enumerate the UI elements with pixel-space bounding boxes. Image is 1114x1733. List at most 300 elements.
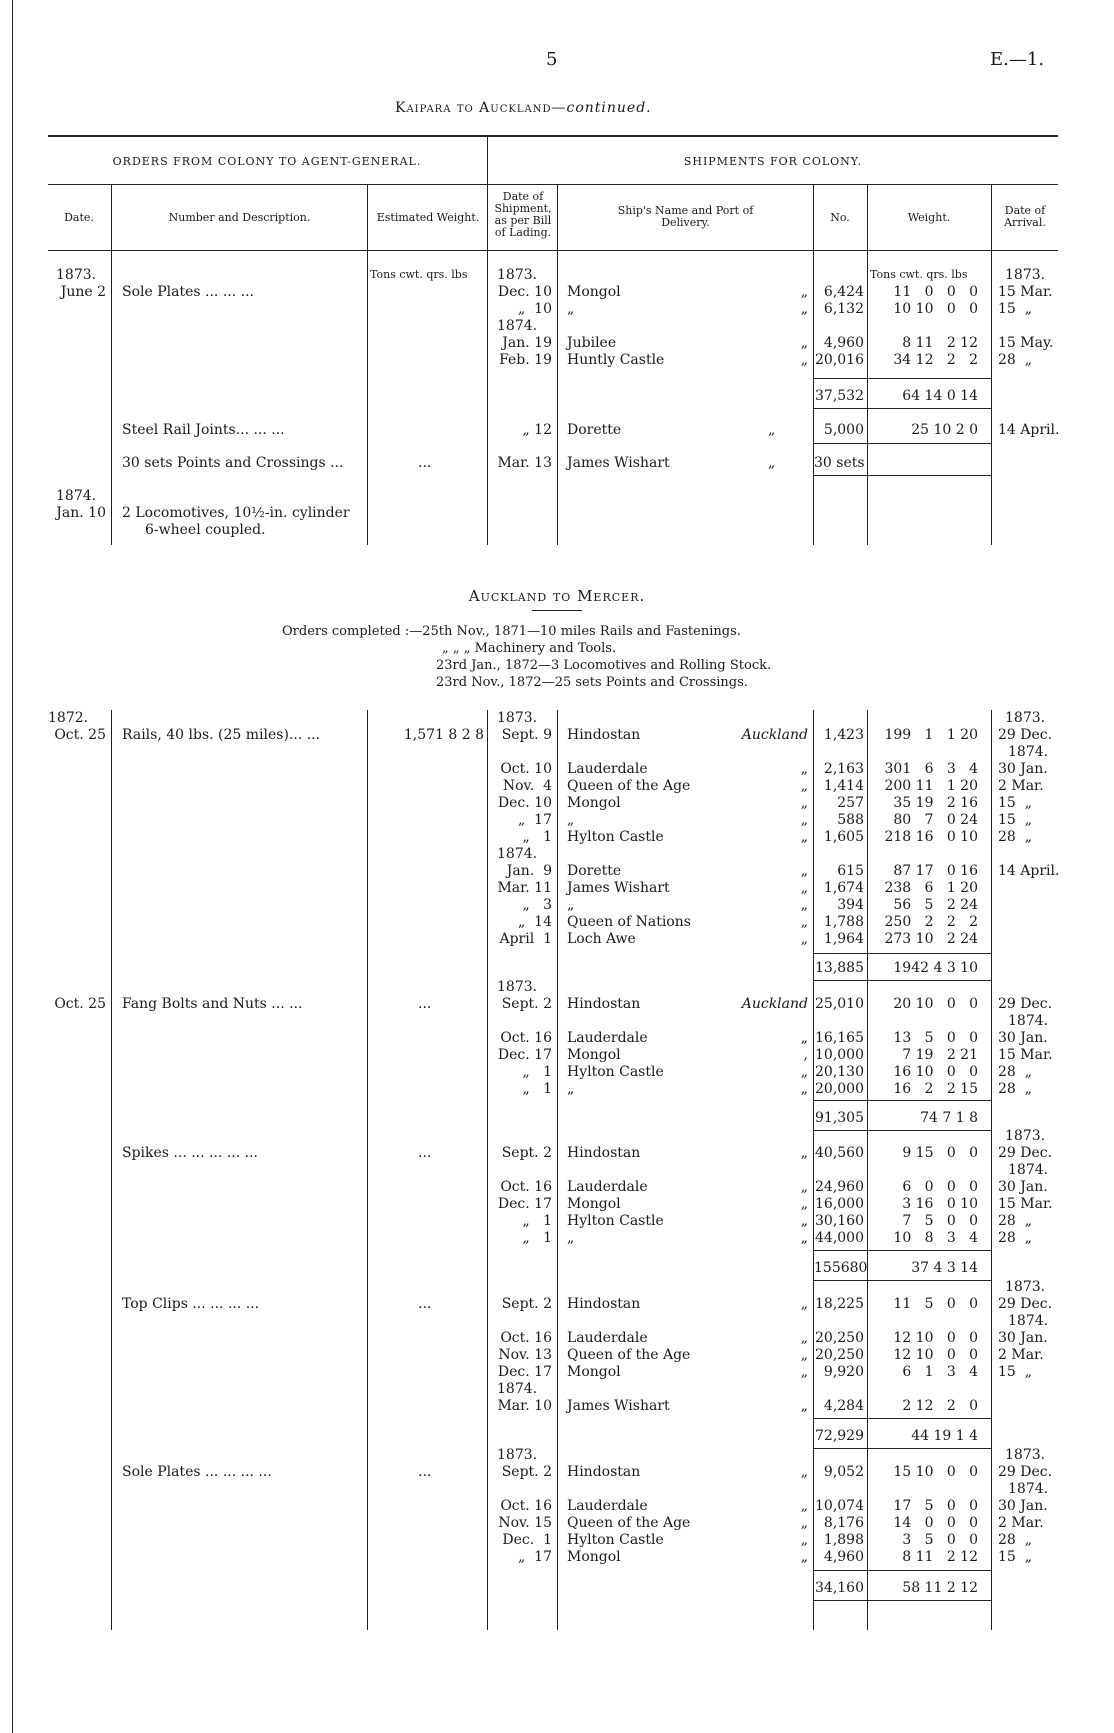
clips-cell-date: Oct. 16 [500, 1330, 552, 1346]
rails-cell-arr: 1874. [1008, 744, 1049, 760]
rails-cell-port: „ [800, 863, 808, 879]
fang-cell-no: 10,000 [815, 1047, 864, 1063]
kaipara-cell-ship: Jubilee [567, 335, 617, 351]
mercer-completed-3: 23rd Jan., 1872—3 Locomotives and Rolling Stock. [436, 658, 772, 673]
kaipara-row [0, 301, 1114, 318]
clips-row [0, 1313, 1114, 1330]
rails-cell-port: „ [800, 795, 808, 811]
col-shipdate-header [489, 191, 557, 239]
sole-cell-port: „ [800, 1549, 808, 1565]
kaipara-order2-ship: Dorette [567, 422, 622, 438]
rails-cell-port: „ [800, 880, 808, 896]
clips-cell-w: 2 12 2 0 [902, 1398, 978, 1414]
kaipara-cell-port: „ [800, 301, 808, 317]
kaipara-ship-year: 1873. [497, 267, 538, 283]
rails-row [0, 863, 1114, 880]
fang-total-rule [813, 1130, 991, 1131]
sole-row [0, 1549, 1114, 1566]
rails-cell-port: „ [800, 812, 808, 828]
kaipara-cell-no: 4,960 [823, 335, 864, 351]
rails-desc: Rails, 40 lbs. (25 miles)... ... [122, 727, 321, 743]
mercer-completed-1: Orders completed :—25th Nov., 1871—10 miles Rails and Fastenings. [282, 624, 741, 639]
kaipara-units-weight: Tons cwt. qrs. lbs [870, 268, 968, 281]
col-ship-header [558, 205, 813, 229]
rails-cell-date: „ 14 [518, 914, 552, 930]
fang-cell-w: 7 19 2 21 [902, 1047, 978, 1063]
clips-cell-ship: Hindostan [567, 1296, 641, 1312]
rails-cell-no: 1,605 [823, 829, 864, 845]
kaipara-cell-w: 10 10 0 0 [893, 301, 978, 317]
rails-cell-ship: Loch Awe [567, 931, 636, 947]
spikes-cell-ship: Lauderdale [567, 1179, 648, 1195]
clips-cell-port: „ [800, 1398, 808, 1414]
rails-cell-arr: 2 Mar. [998, 778, 1044, 794]
rails-cell-port: „ [800, 829, 808, 845]
clips-cell-w: 11 5 0 0 [893, 1296, 978, 1312]
clips-cell-no: 4,284 [823, 1398, 864, 1414]
spikes-total-rule [813, 1280, 991, 1281]
kaipara-total1-w: 64 14 0 14 [902, 388, 978, 404]
rails-cell-no: 1,674 [823, 880, 864, 896]
page-ref: E.—1. [990, 49, 1045, 70]
kaipara-order3-ship: James Wishart [567, 455, 670, 471]
rails-cell-port: „ [800, 931, 808, 947]
spikes-cell-date: „ 1 [522, 1213, 552, 1229]
fang-cell-port: „ [800, 1030, 808, 1046]
kaipara-order2-port: „ [768, 422, 776, 438]
sole-cell-arr: 2 Mar. [998, 1515, 1044, 1531]
kaipara-cell-w: 8 11 2 12 [902, 335, 978, 351]
clips-cell-ship: Queen of the Age [567, 1347, 691, 1363]
kaipara-cell-ship: „ [567, 301, 575, 317]
spikes-cell-w: 7 5 0 0 [902, 1213, 978, 1229]
header-bottom-rule [48, 250, 1058, 251]
sole-cell-ship: Lauderdale [567, 1498, 648, 1514]
spikes-cell-ship: „ [567, 1230, 575, 1246]
col-shipdate-l1: Date of [502, 190, 544, 203]
kaipara-subtotal-rule [813, 378, 991, 379]
fang-cell-w: 16 10 0 0 [893, 1064, 978, 1080]
col-ship-l1: Ship's Name and Port of [617, 204, 754, 217]
rails-cell-w: 80 7 0 24 [893, 812, 978, 828]
spikes-cell-no: 16,000 [815, 1196, 864, 1212]
rails-cell-date: Dec. 10 [497, 795, 552, 811]
kaipara-cell-port: „ [800, 352, 808, 368]
clips-cell-arr: 29 Dec. [998, 1296, 1053, 1312]
rails-cell-ship: „ [567, 812, 575, 828]
fang-cell-ship: Hindostan [567, 996, 641, 1012]
sole-arr-year: 1873. [1005, 1447, 1046, 1463]
col-arrival-l1: Date of [1004, 204, 1046, 217]
fang-cell-no: 16,165 [815, 1030, 864, 1046]
rails-cell-no: 1,788 [823, 914, 864, 930]
spikes-row [0, 1179, 1114, 1196]
sole-cell-arr: 30 Jan. [998, 1498, 1048, 1514]
rails-cell-w: 87 17 0 16 [893, 863, 978, 879]
spikes-desc: Spikes ... ... ... ... ... [122, 1145, 258, 1161]
sole-cell-port: „ [800, 1532, 808, 1548]
fang-ship-year: 1873. [497, 979, 538, 995]
spikes-cell-date: Oct. 16 [500, 1179, 552, 1195]
fang-cell-w: 13 5 0 0 [893, 1030, 978, 1046]
rails-cell-w: 273 10 2 24 [884, 931, 978, 947]
kaipara-order3-est: ... [418, 455, 432, 471]
spikes-subtotal-rule [813, 1250, 991, 1251]
spikes-total-no: 155680 [814, 1260, 868, 1276]
clips-cell-arr: 30 Jan. [998, 1330, 1048, 1346]
kaipara-order3-no: 30 sets [814, 455, 865, 471]
kaipara-total-rule [813, 408, 991, 409]
sole-cell-no: 4,960 [823, 1549, 864, 1565]
spikes-cell-ship: Mongol [567, 1196, 621, 1212]
kaipara-order3-desc: 30 sets Points and Crossings ... [122, 455, 344, 471]
rails-row [0, 812, 1114, 829]
fang-cell-port: „ [800, 1064, 808, 1080]
kaipara-cell-ship: Mongol [567, 284, 621, 300]
rails-row [0, 829, 1114, 846]
fang-row [0, 1047, 1114, 1064]
spikes-cell-port: „ [800, 1145, 808, 1161]
sole-cell-no: 9,052 [823, 1464, 864, 1480]
sole-row [0, 1498, 1114, 1515]
sole-cell-no: 10,074 [815, 1498, 864, 1514]
section-title-main: Kaipara to Auckland [395, 100, 552, 116]
fang-cell-date: „ 1 [522, 1064, 552, 1080]
col-no-header: No. [830, 211, 850, 224]
fang-cell-arr: 1874. [1008, 1013, 1049, 1029]
col-shipdate-l2: Shipment, [494, 202, 552, 215]
rails-cell-no: 1,414 [823, 778, 864, 794]
fang-cell-ship: „ [567, 1081, 575, 1097]
rails-cell-no: 1,423 [823, 727, 864, 743]
rails-cell-date: 1874. [497, 846, 538, 862]
sole-cell-date: Dec. 1 [502, 1532, 552, 1548]
clips-cell-ship: Lauderdale [567, 1330, 648, 1346]
rails-cell-no: 2,163 [823, 761, 864, 777]
sole-cell-date: „ 17 [518, 1549, 552, 1565]
spikes-total-w: 37 4 3 14 [911, 1260, 978, 1276]
clips-cell-arr: 15 „ [998, 1364, 1032, 1380]
fang-cell-ship: Mongol [567, 1047, 621, 1063]
rails-cell-w: 56 5 2 24 [893, 897, 978, 913]
sole-desc: Sole Plates ... ... ... ... [122, 1464, 272, 1480]
fang-cell-port: Auckland [741, 996, 808, 1012]
spikes-cell-w: 3 16 0 10 [902, 1196, 978, 1212]
kaipara-order4-year: 1874. [56, 488, 97, 504]
kaipara-order2-no: 5,000 [823, 422, 864, 438]
rails-cell-no: 394 [837, 897, 864, 913]
mercer-order-year: 1872. [48, 710, 89, 726]
spikes-row [0, 1145, 1114, 1162]
kaipara-order2-arr: 14 April. [998, 422, 1060, 438]
rails-cell-ship: „ [567, 897, 575, 913]
sole-cell-no: 1,898 [823, 1532, 864, 1548]
col-shipdate-l3: as per Bill [494, 214, 552, 227]
rails-cell-date: Jan. 9 [506, 863, 552, 879]
sole-cell-no: 8,176 [823, 1515, 864, 1531]
kaipara-row-rule [813, 443, 991, 444]
spikes-est: ... [418, 1145, 432, 1161]
col-ship-l2: Delivery. [661, 216, 710, 229]
fang-cell-arr: 28 „ [998, 1064, 1032, 1080]
sole-total-no: 34,160 [815, 1580, 864, 1596]
spikes-cell-no: 30,160 [815, 1213, 864, 1229]
kaipara-order4-desc2: 6-wheel coupled. [145, 522, 266, 538]
sole-cell-w: 14 0 0 0 [893, 1515, 978, 1531]
section-title-kaipara [395, 100, 652, 116]
rails-cell-port: „ [800, 778, 808, 794]
spikes-cell-port: „ [800, 1213, 808, 1229]
fang-cell-port: , [803, 1047, 808, 1063]
kaipara-row [0, 352, 1114, 369]
fang-cell-arr: 28 „ [998, 1081, 1032, 1097]
sole-cell-ship: Hylton Castle [567, 1532, 664, 1548]
rails-cell-date: Sept. 9 [501, 727, 552, 743]
col-desc-header: Number and Description. [168, 211, 311, 224]
clips-total-no: 72,929 [815, 1428, 864, 1444]
fang-cell-w: 16 2 2 15 [893, 1081, 978, 1097]
spikes-cell-port: „ [800, 1196, 808, 1212]
clips-cell-no: 20,250 [815, 1330, 864, 1346]
sole-cell-arr: 28 „ [998, 1532, 1032, 1548]
clips-cell-date: Mar. 10 [497, 1398, 552, 1414]
kaipara-row [0, 318, 1114, 335]
spikes-cell-w: 9 15 0 0 [902, 1145, 978, 1161]
header-mid-rule [48, 184, 1058, 185]
kaipara-row [0, 284, 1114, 301]
kaipara-order4-desc1: 2 Locomotives, 10½-in. cylinder [122, 505, 350, 521]
rails-cell-date: „ 1 [522, 829, 552, 845]
rails-total-rule [813, 980, 991, 981]
kaipara-cell-w: 34 12 2 2 [893, 352, 978, 368]
shipments-header: SHIPMENTS FOR COLONY. [683, 155, 863, 168]
fang-cell-port: „ [800, 1081, 808, 1097]
fang-cell-arr: 30 Jan. [998, 1030, 1048, 1046]
clips-cell-w: 6 1 3 4 [902, 1364, 978, 1380]
kaipara-cell-ship: Huntly Castle [567, 352, 665, 368]
kaipara-order1-desc: Sole Plates ... ... ... [122, 284, 254, 300]
rails-cell-ship: Mongol [567, 795, 621, 811]
col-arrival-header [992, 205, 1058, 229]
kaipara-order2-desc: Steel Rail Joints... ... ... [122, 422, 285, 438]
clips-row [0, 1347, 1114, 1364]
sole-cell-arr: 29 Dec. [998, 1464, 1053, 1480]
kaipara-order2-date: „ 12 [522, 422, 552, 438]
col-est-header: Estimated Weight. [376, 211, 480, 224]
col-shipdate-l4: of Lading. [494, 226, 552, 239]
kaipara-cell-port: „ [800, 284, 808, 300]
kaipara-cell-no: 6,132 [823, 301, 864, 317]
kaipara-cell-arr: 15 Mar. [998, 284, 1053, 300]
rails-cell-ship: Lauderdale [567, 761, 648, 777]
rails-est: 1,571 8 2 8 [403, 727, 484, 743]
rails-cell-no: 1,964 [823, 931, 864, 947]
clips-cell-date: Nov. 13 [498, 1347, 552, 1363]
kaipara-order2-w: 25 10 2 0 [911, 422, 978, 438]
kaipara-cell-arr: 15 „ [998, 301, 1032, 317]
rails-cell-arr: 15 „ [998, 812, 1032, 828]
clips-desc: Top Clips ... ... ... ... [122, 1296, 260, 1312]
kaipara-row-rule [813, 475, 991, 476]
fang-date: Oct. 25 [54, 996, 106, 1012]
sole-cell-arr: 1874. [1008, 1481, 1049, 1497]
kaipara-order3-port: „ [768, 455, 776, 471]
spikes-cell-arr: 15 Mar. [998, 1196, 1053, 1212]
mercer-order-date: Oct. 25 [54, 727, 106, 743]
sole-row [0, 1515, 1114, 1532]
table-top-rule [48, 135, 1058, 137]
sole-row [0, 1464, 1114, 1481]
kaipara-cell-arr: 28 „ [998, 352, 1032, 368]
fang-cell-date: Dec. 17 [497, 1047, 552, 1063]
rails-cell-ship: Hindostan [567, 727, 641, 743]
sole-subtotal-rule [813, 1570, 991, 1571]
kaipara-cell-arr: 15 May. [998, 335, 1054, 351]
clips-cell-w: 12 10 0 0 [893, 1347, 978, 1363]
kaipara-units: Tons cwt. qrs. lbs [370, 268, 468, 281]
sole-cell-date: Sept. 2 [501, 1464, 552, 1480]
spikes-row [0, 1196, 1114, 1213]
clips-cell-arr: 1874. [1008, 1313, 1049, 1329]
sole-total-w: 58 11 2 12 [902, 1580, 978, 1596]
clips-cell-port: „ [800, 1296, 808, 1312]
col-arrival-l2: Arrival. [1004, 216, 1046, 229]
clips-cell-no: 18,225 [815, 1296, 864, 1312]
spikes-cell-arr: 28 „ [998, 1213, 1032, 1229]
mercer-completed-2: „ „ „ Machinery and Tools. [442, 641, 617, 656]
spikes-cell-ship: Hindostan [567, 1145, 641, 1161]
fang-row [0, 996, 1114, 1013]
spikes-row [0, 1213, 1114, 1230]
sole-cell-port: „ [800, 1464, 808, 1480]
clips-row [0, 1364, 1114, 1381]
rails-cell-ship: Hylton Castle [567, 829, 664, 845]
spikes-cell-ship: Hylton Castle [567, 1213, 664, 1229]
rails-row [0, 778, 1114, 795]
sole-cell-date: Oct. 16 [500, 1498, 552, 1514]
kaipara-total1-no: 37,532 [815, 388, 864, 404]
clips-total-w: 44 19 1 4 [911, 1428, 978, 1444]
rails-cell-ship: Dorette [567, 863, 622, 879]
clips-cell-w: 12 10 0 0 [893, 1330, 978, 1346]
rails-total-no: 13,885 [815, 960, 864, 976]
rails-cell-w: 35 19 2 16 [893, 795, 978, 811]
clips-total-rule [813, 1448, 991, 1449]
clips-cell-ship: Mongol [567, 1364, 621, 1380]
clips-cell-no: 20,250 [815, 1347, 864, 1363]
rails-row [0, 914, 1114, 931]
kaipara-year: 1873. [56, 267, 97, 283]
rails-cell-no: 588 [837, 812, 864, 828]
section-title-cont: —continued. [551, 100, 652, 116]
fang-row [0, 1064, 1114, 1081]
spikes-cell-arr: 29 Dec. [998, 1145, 1053, 1161]
rails-row [0, 795, 1114, 812]
sole-total-rule [813, 1600, 991, 1601]
rails-cell-date: „ 17 [518, 812, 552, 828]
rails-cell-date: April 1 [499, 931, 552, 947]
clips-cell-port: „ [800, 1330, 808, 1346]
fang-row [0, 1030, 1114, 1047]
sole-cell-arr: 15 „ [998, 1549, 1032, 1565]
sole-est: ... [418, 1464, 432, 1480]
kaipara-cell-date: Dec. 10 [497, 284, 552, 300]
spikes-cell-no: 44,000 [815, 1230, 864, 1246]
rails-row [0, 744, 1114, 761]
clips-cell-arr: 2 Mar. [998, 1347, 1044, 1363]
rails-row [0, 727, 1114, 744]
kaipara-cell-port: „ [800, 335, 808, 351]
rails-cell-no: 257 [837, 795, 864, 811]
clips-row [0, 1330, 1114, 1347]
rails-cell-port: Auckland [741, 727, 808, 743]
clips-subtotal-rule [813, 1418, 991, 1419]
sole-cell-ship: Mongol [567, 1549, 621, 1565]
clips-arr-year: 1873. [1005, 1279, 1046, 1295]
rails-cell-port: „ [800, 761, 808, 777]
sole-ship-year: 1873. [497, 1447, 538, 1463]
rails-cell-ship: Queen of Nations [567, 914, 691, 930]
clips-cell-date: 1874. [497, 1381, 538, 1397]
spikes-cell-port: „ [800, 1179, 808, 1195]
rails-cell-port: „ [800, 914, 808, 930]
spikes-cell-date: Sept. 2 [501, 1145, 552, 1161]
rails-row [0, 897, 1114, 914]
kaipara-order4-date: Jan. 10 [56, 505, 106, 521]
rails-cell-w: 250 2 2 2 [884, 914, 978, 930]
kaipara-cell-no: 6,424 [823, 284, 864, 300]
spikes-row [0, 1230, 1114, 1247]
spikes-arr-year: 1873. [1005, 1128, 1046, 1144]
sole-cell-ship: Queen of the Age [567, 1515, 691, 1531]
kaipara-order1-date: June 2 [60, 284, 106, 300]
clips-cell-no: 9,920 [823, 1364, 864, 1380]
clips-cell-port: „ [800, 1347, 808, 1363]
orders-header: ORDERS FROM COLONY TO AGENT-GENERAL. [112, 155, 422, 168]
clips-row [0, 1296, 1114, 1313]
spikes-cell-port: „ [800, 1230, 808, 1246]
clips-cell-date: Dec. 17 [497, 1364, 552, 1380]
clips-row [0, 1381, 1114, 1398]
rails-cell-date: „ 3 [522, 897, 552, 913]
sole-cell-ship: Hindostan [567, 1464, 641, 1480]
rails-cell-arr: 30 Jan. [998, 761, 1048, 777]
sole-cell-port: „ [800, 1515, 808, 1531]
kaipara-cell-no: 20,016 [815, 352, 864, 368]
rails-subtotal-rule [813, 953, 991, 954]
spikes-cell-arr: 28 „ [998, 1230, 1032, 1246]
kaipara-cell-date: Jan. 19 [502, 335, 552, 351]
fang-subtotal-rule [813, 1100, 991, 1101]
clips-row [0, 1398, 1114, 1415]
spikes-cell-date: Dec. 17 [497, 1196, 552, 1212]
mercer-arr-year: 1873. [1005, 710, 1046, 726]
clips-est: ... [418, 1296, 432, 1312]
fang-cell-no: 20,000 [815, 1081, 864, 1097]
spikes-cell-no: 24,960 [815, 1179, 864, 1195]
clips-cell-ship: James Wishart [567, 1398, 670, 1414]
spikes-cell-arr: 30 Jan. [998, 1179, 1048, 1195]
fang-est: ... [418, 996, 432, 1012]
rails-cell-date: Nov. 4 [502, 778, 552, 794]
col-weight-header: Weight. [907, 211, 951, 224]
rails-cell-w: 238 6 1 20 [884, 880, 978, 896]
rails-row [0, 846, 1114, 863]
fang-cell-date: Oct. 16 [500, 1030, 552, 1046]
rails-cell-ship: Queen of the Age [567, 778, 691, 794]
spikes-cell-no: 40,560 [815, 1145, 864, 1161]
spikes-cell-arr: 1874. [1008, 1162, 1049, 1178]
